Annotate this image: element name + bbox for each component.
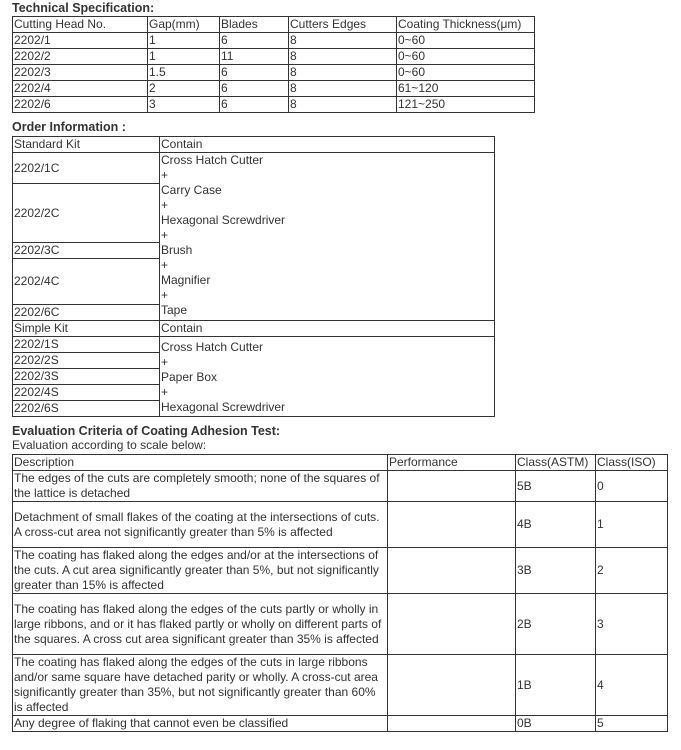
standard-kit-contain-label: Contain: [160, 137, 495, 153]
evaluation-header-row: [13, 455, 668, 471]
spec-cell: 1: [148, 49, 220, 65]
evaluation-performance: [388, 548, 516, 594]
evaluation-header-cell: Class(ASTM): [516, 455, 596, 471]
spec-cell: 8: [289, 81, 397, 97]
spec-header-row: [13, 17, 535, 33]
spec-cell: 0~60: [397, 65, 535, 81]
evaluation-row: [13, 548, 668, 594]
kit-content-plus: +: [161, 385, 169, 399]
kit-content-item: Paper Box: [161, 370, 218, 384]
standard-kit-row: [13, 153, 495, 184]
spec-row: [13, 97, 535, 113]
kit-content-plus: +: [161, 228, 169, 242]
spec-cell: 6: [220, 97, 289, 113]
standard-kit-label: Standard Kit: [13, 137, 160, 153]
spec-row: [13, 81, 535, 97]
spec-cell: 1: [148, 33, 220, 49]
order-info-table: [12, 136, 495, 417]
standard-kit-model: 2202/6C: [13, 305, 160, 321]
evaluation-header-cell: Description: [13, 455, 388, 471]
simple-kit-model: 2202/6S: [13, 401, 160, 417]
evaluation-astm-class: 4B: [516, 502, 596, 548]
evaluation-subheading: Evaluation according to scale below:: [12, 438, 207, 452]
evaluation-astm-class: 3B: [516, 548, 596, 594]
evaluation-description: The coating has flaked along the edges and/or at the intersections of the cuts. A cut area significantly greater than 5%, but not significantly greater than 15% is affected: [13, 548, 388, 594]
evaluation-row: [13, 471, 668, 502]
kit-content-item: Tape: [161, 303, 188, 317]
order-info-heading: Order Information :: [12, 120, 126, 134]
kit-content-item: Magnifier: [161, 273, 211, 287]
spec-cell: 8: [289, 33, 397, 49]
spec-cell: 6: [220, 81, 289, 97]
evaluation-iso-class: 0: [596, 471, 668, 502]
technical-spec-heading: Technical Specification:: [12, 1, 155, 15]
spec-header-cell: Blades: [220, 17, 289, 33]
evaluation-performance: [388, 594, 516, 655]
spec-row: [13, 33, 535, 49]
standard-kit-model: 2202/2C: [13, 184, 160, 243]
evaluation-iso-class: 2: [596, 548, 668, 594]
spec-header-cell: Cutting Head No.: [13, 17, 148, 33]
evaluation-iso-class: 5: [596, 716, 668, 732]
evaluation-performance: [388, 471, 516, 502]
spec-cell: 1.5: [148, 65, 220, 81]
simple-kit-contents: [160, 337, 495, 417]
kit-content-plus: +: [161, 288, 169, 302]
kit-content-item: Brush: [161, 243, 193, 257]
standard-kit-header-row: [13, 137, 495, 153]
spec-cell: 0~60: [397, 33, 535, 49]
kit-content-item: Cross Hatch Cutter: [161, 340, 264, 354]
simple-kit-model: 2202/2S: [13, 353, 160, 369]
standard-kit-model: 2202/1C: [13, 153, 160, 184]
evaluation-row: [13, 655, 668, 716]
evaluation-row: [13, 594, 668, 655]
kit-content-plus: +: [161, 258, 169, 272]
kit-content-item: Hexagonal Screwdriver: [161, 400, 286, 414]
simple-kit-model: 2202/3S: [13, 369, 160, 385]
simple-kit-contain-label: Contain: [160, 321, 495, 337]
evaluation-astm-class: 0B: [516, 716, 596, 732]
evaluation-performance: [388, 716, 516, 732]
spec-cell: 8: [289, 97, 397, 113]
evaluation-description: Any degree of flaking that cannot even be classified: [13, 716, 388, 732]
kit-content-plus: +: [161, 168, 169, 182]
spec-cell: 8: [289, 49, 397, 65]
spec-cell: 2202/4: [13, 81, 148, 97]
spec-cell: 6: [220, 65, 289, 81]
evaluation-description: The coating has flaked along the edges of the cuts in large ribbons and/or same square have detached parity or wholly. A cross-cut area significantly greater than 35%, but not significantly greater than 60% is affected: [13, 655, 388, 716]
spec-header-cell: Gap(mm): [148, 17, 220, 33]
evaluation-header-cell: Class(ISO): [596, 455, 668, 471]
simple-kit-model: 2202/1S: [13, 337, 160, 353]
spec-header-cell: Coating Thickness(μm): [397, 17, 535, 33]
spec-cell: 6: [220, 33, 289, 49]
spec-cell: 8: [289, 65, 397, 81]
evaluation-description: Detachment of small flakes of the coating at the intersections of cuts. A cross-cut area not significantly greater than 5% is affected: [13, 502, 388, 548]
kit-content-plus: +: [161, 198, 169, 212]
evaluation-performance: [388, 655, 516, 716]
evaluation-table: [12, 454, 668, 732]
evaluation-header-cell: Performance: [388, 455, 516, 471]
kit-content-item: Carry Case: [161, 183, 222, 197]
evaluation-description: The edges of the cuts are completely smooth; none of the squares of the lattice is detached: [13, 471, 388, 502]
technical-spec-table: [12, 16, 535, 113]
simple-kit-model: 2202/4S: [13, 385, 160, 401]
spec-cell: 3: [148, 97, 220, 113]
evaluation-row: [13, 716, 668, 732]
spec-header-cell: Cutters Edges: [289, 17, 397, 33]
evaluation-astm-class: 5B: [516, 471, 596, 502]
kit-content-item: Cross Hatch Cutter: [161, 153, 264, 167]
spec-row: [13, 49, 535, 65]
evaluation-row: [13, 502, 668, 548]
simple-kit-header-row: [13, 321, 495, 337]
simple-kit-label: Simple Kit: [13, 321, 160, 337]
kit-content-plus: +: [161, 355, 169, 369]
spec-row: [13, 65, 535, 81]
spec-cell: 2202/6: [13, 97, 148, 113]
standard-kit-model: 2202/3C: [13, 243, 160, 259]
spec-cell: 2202/2: [13, 49, 148, 65]
evaluation-description: The coating has flaked along the edges of the cuts partly or wholly in large ribbons, and or it has flaked partly or wholly on different parts of the squares. A cross cut area significant greater than 35% is affected: [13, 594, 388, 655]
spec-cell: 121~250: [397, 97, 535, 113]
simple-kit-row: [13, 337, 495, 353]
evaluation-performance: [388, 502, 516, 548]
kit-content-item: Hexagonal Screwdriver: [161, 213, 286, 227]
spec-cell: 11: [220, 49, 289, 65]
spec-cell: 2: [148, 81, 220, 97]
spec-cell: 0~60: [397, 49, 535, 65]
evaluation-astm-class: 1B: [516, 655, 596, 716]
evaluation-iso-class: 1: [596, 502, 668, 548]
standard-kit-model: 2202/4C: [13, 259, 160, 305]
evaluation-iso-class: 3: [596, 594, 668, 655]
evaluation-astm-class: 2B: [516, 594, 596, 655]
spec-cell: 61~120: [397, 81, 535, 97]
spec-cell: 2202/3: [13, 65, 148, 81]
spec-cell: 2202/1: [13, 33, 148, 49]
evaluation-iso-class: 4: [596, 655, 668, 716]
standard-kit-contents: [160, 153, 495, 321]
evaluation-heading: Evaluation Criteria of Coating Adhesion Test:: [12, 424, 281, 438]
